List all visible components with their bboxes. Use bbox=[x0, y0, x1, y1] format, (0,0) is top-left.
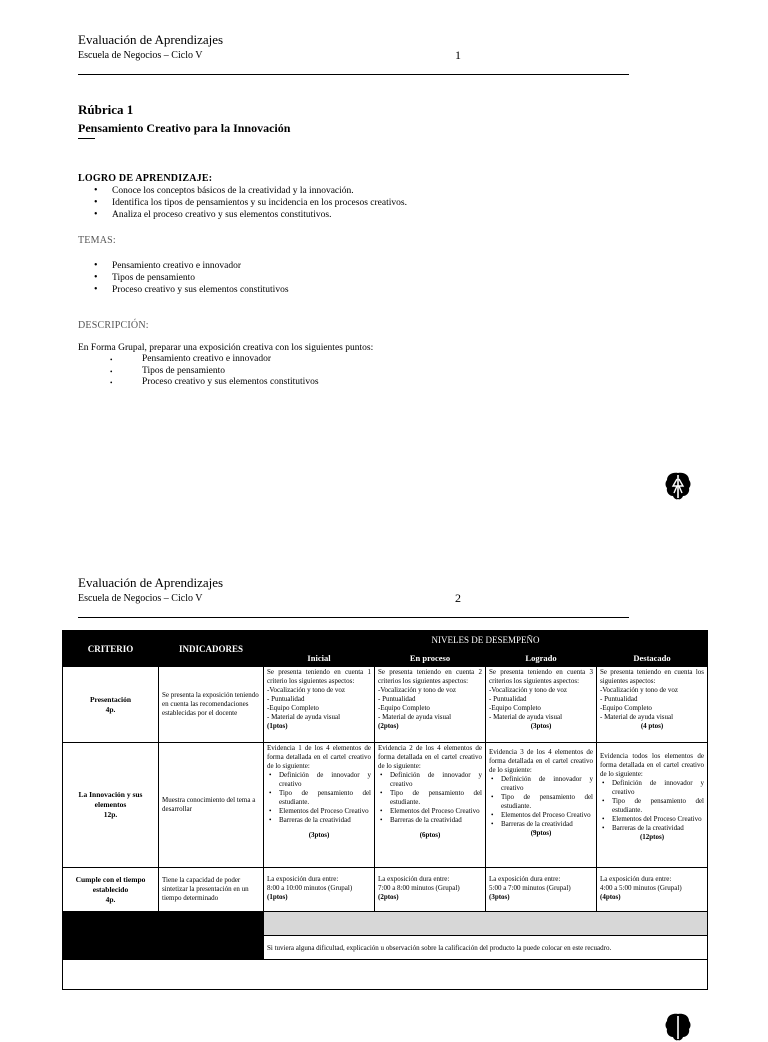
logro-label: LOGRO DE APRENDIZAJE: bbox=[78, 173, 213, 184]
level-destacado: Destacado bbox=[597, 649, 708, 667]
level-logrado: Logrado bbox=[486, 649, 597, 667]
level-cell: Se presenta teniendo en cuenta 2 criterios los siguientes aspectos: -Vocalización y tono de voz - Puntualidad -Equipo Completo - Material de ayuda visual (2ptos) bbox=[375, 667, 486, 743]
criterio-cell: La Innovación y sus elementos 12p. bbox=[63, 743, 159, 868]
level-cell: Evidencia todos los elementos de forma detallada en el cartel creativo de lo siguiente: • Definición de innovador y creativo • Tipo de pensamiento del estudiante. • Elementos del Proceso Creativo • Barreras de la creatividad (12ptos) bbox=[597, 743, 708, 868]
logro-list bbox=[94, 185, 407, 221]
level-cell: Evidencia 2 de los 4 elementos de forma detallada en el cartel creativo de lo siguiente: • Definición de innovador y creativo • Tipo de pensamiento del estudiante. • Elementos del Proceso Creativo • Barreras de la creatividad (6ptos) bbox=[375, 743, 486, 868]
list-item: • Conoce los conceptos básicos de la creatividad y la innovación. bbox=[94, 185, 407, 197]
header-subtitle-2: Escuela de Negocios – Ciclo V bbox=[78, 593, 203, 604]
descripcion-label: DESCRIPCIÓN: bbox=[78, 320, 149, 331]
level-cell: La exposición dura entre: 5:00 a 7:00 minutos (Grupal) (3ptos) bbox=[486, 868, 597, 912]
observation-box bbox=[63, 960, 708, 990]
col-niveles: NIVELES DE DESEMPEÑO bbox=[264, 631, 708, 649]
table-row bbox=[63, 960, 708, 990]
score-input-cell bbox=[264, 912, 708, 936]
criterio-cell: Cumple con el tiempo establecido 4p. bbox=[63, 868, 159, 912]
page-number-2: 2 bbox=[455, 591, 461, 605]
list-item: • Analiza el proceso creativo y sus elementos constitutivos. bbox=[94, 209, 407, 221]
score-label-cell bbox=[63, 912, 264, 960]
brain-icon bbox=[664, 471, 692, 501]
observation-note: Si tuviera alguna dificultad, explicación u observación sobre la calificación del producto la puede colocar en este recuadro. bbox=[264, 936, 708, 960]
indicador-cell: Muestra conocimiento del tema a desarrollar bbox=[159, 743, 264, 868]
indicador-cell: Tiene la capacidad de poder sintetizar la presentación en un tiempo determinado bbox=[159, 868, 264, 912]
level-cell: Se presenta teniendo en cuenta los siguientes aspectos: -Vocalización y tono de voz - Puntualidad -Equipo Completo - Material de ayuda visual (4 ptos) bbox=[597, 667, 708, 743]
level-cell: La exposición dura entre: 8:00 a 10:00 minutos (Grupal) (1ptos) bbox=[264, 868, 375, 912]
level-inicial: Inicial bbox=[264, 649, 375, 667]
list-item: • Tipos de pensamiento bbox=[94, 272, 289, 284]
col-criterio: CRITERIO bbox=[63, 631, 159, 667]
title-underline bbox=[78, 138, 95, 139]
level-cell: La exposición dura entre: 7:00 a 8:00 minutos (Grupal) (2ptos) bbox=[375, 868, 486, 912]
list-item: • Pensamiento creativo e innovador bbox=[110, 354, 319, 366]
rubric-subtitle: Pensamiento Creativo para la Innovación bbox=[78, 121, 291, 135]
brain-icon bbox=[664, 1012, 692, 1042]
page-number: 1 bbox=[455, 48, 461, 62]
temas-label: TEMAS: bbox=[78, 235, 116, 246]
header-title: Evaluación de Aprendizajes bbox=[78, 32, 224, 47]
criterio-cell: Presentación 4p. bbox=[63, 667, 159, 743]
table-row bbox=[63, 912, 708, 936]
descripcion-text: En Forma Grupal, preparar una exposición creativa con los siguientes puntos: bbox=[78, 343, 374, 353]
level-cell: Se presenta teniendo en cuenta 3 criterios los siguientes aspectos: -Vocalización y tono de voz - Puntualidad -Equipo Completo - Material de ayuda visual (3ptos) bbox=[486, 667, 597, 743]
temas-list bbox=[94, 260, 289, 296]
level-cell: Se presenta teniendo en cuenta 1 criterio los siguientes aspectos: -Vocalización y tono de voz - Puntualidad -Equipo Completo - Material de ayuda visual (1ptos) bbox=[264, 667, 375, 743]
rubric-table bbox=[62, 630, 708, 990]
header-divider-2 bbox=[78, 617, 629, 618]
list-item: • Identifica los tipos de pensamientos y su incidencia en los procesos creativos. bbox=[94, 197, 407, 209]
indicador-cell: Se presenta la exposición teniendo en cuenta las recomendaciones establecidas por el docente bbox=[159, 667, 264, 743]
list-item: • Tipos de pensamiento bbox=[110, 366, 319, 378]
rubric-title: Rúbrica 1 bbox=[78, 102, 134, 117]
header-subtitle: Escuela de Negocios – Ciclo V bbox=[78, 50, 203, 61]
descripcion-list bbox=[110, 354, 319, 389]
level-cell: La exposición dura entre: 4:00 a 5:00 minutos (Grupal) (4ptos) bbox=[597, 868, 708, 912]
level-cell: Evidencia 1 de los 4 elementos de forma detallada en el cartel creativo de lo siguiente: • Definición de innovador y creativo • Tipo de pensamiento del estudiante. • Elementos del Proceso Creativo • Barreras de la creatividad (3ptos) bbox=[264, 743, 375, 868]
table-row bbox=[63, 743, 708, 868]
list-item: • Pensamiento creativo e innovador bbox=[94, 260, 289, 272]
list-item: • Proceso creativo y sus elementos constitutivos bbox=[94, 284, 289, 296]
table-row bbox=[63, 868, 708, 912]
level-cell: Evidencia 3 de los 4 elementos de forma detallada en el cartel creativo de lo siguiente: • Definición de innovador y creativo • Tipo de pensamiento del estudiante. • Elementos del Proceso Creativo • Barreras de la creatividad (9ptos) bbox=[486, 743, 597, 868]
header-divider bbox=[78, 74, 629, 75]
level-en-proceso: En proceso bbox=[375, 649, 486, 667]
col-indicadores: INDICADORES bbox=[159, 631, 264, 667]
list-item: • Proceso creativo y sus elementos constitutivos bbox=[110, 377, 319, 389]
header-title-2: Evaluación de Aprendizajes bbox=[78, 575, 224, 590]
table-row bbox=[63, 667, 708, 743]
